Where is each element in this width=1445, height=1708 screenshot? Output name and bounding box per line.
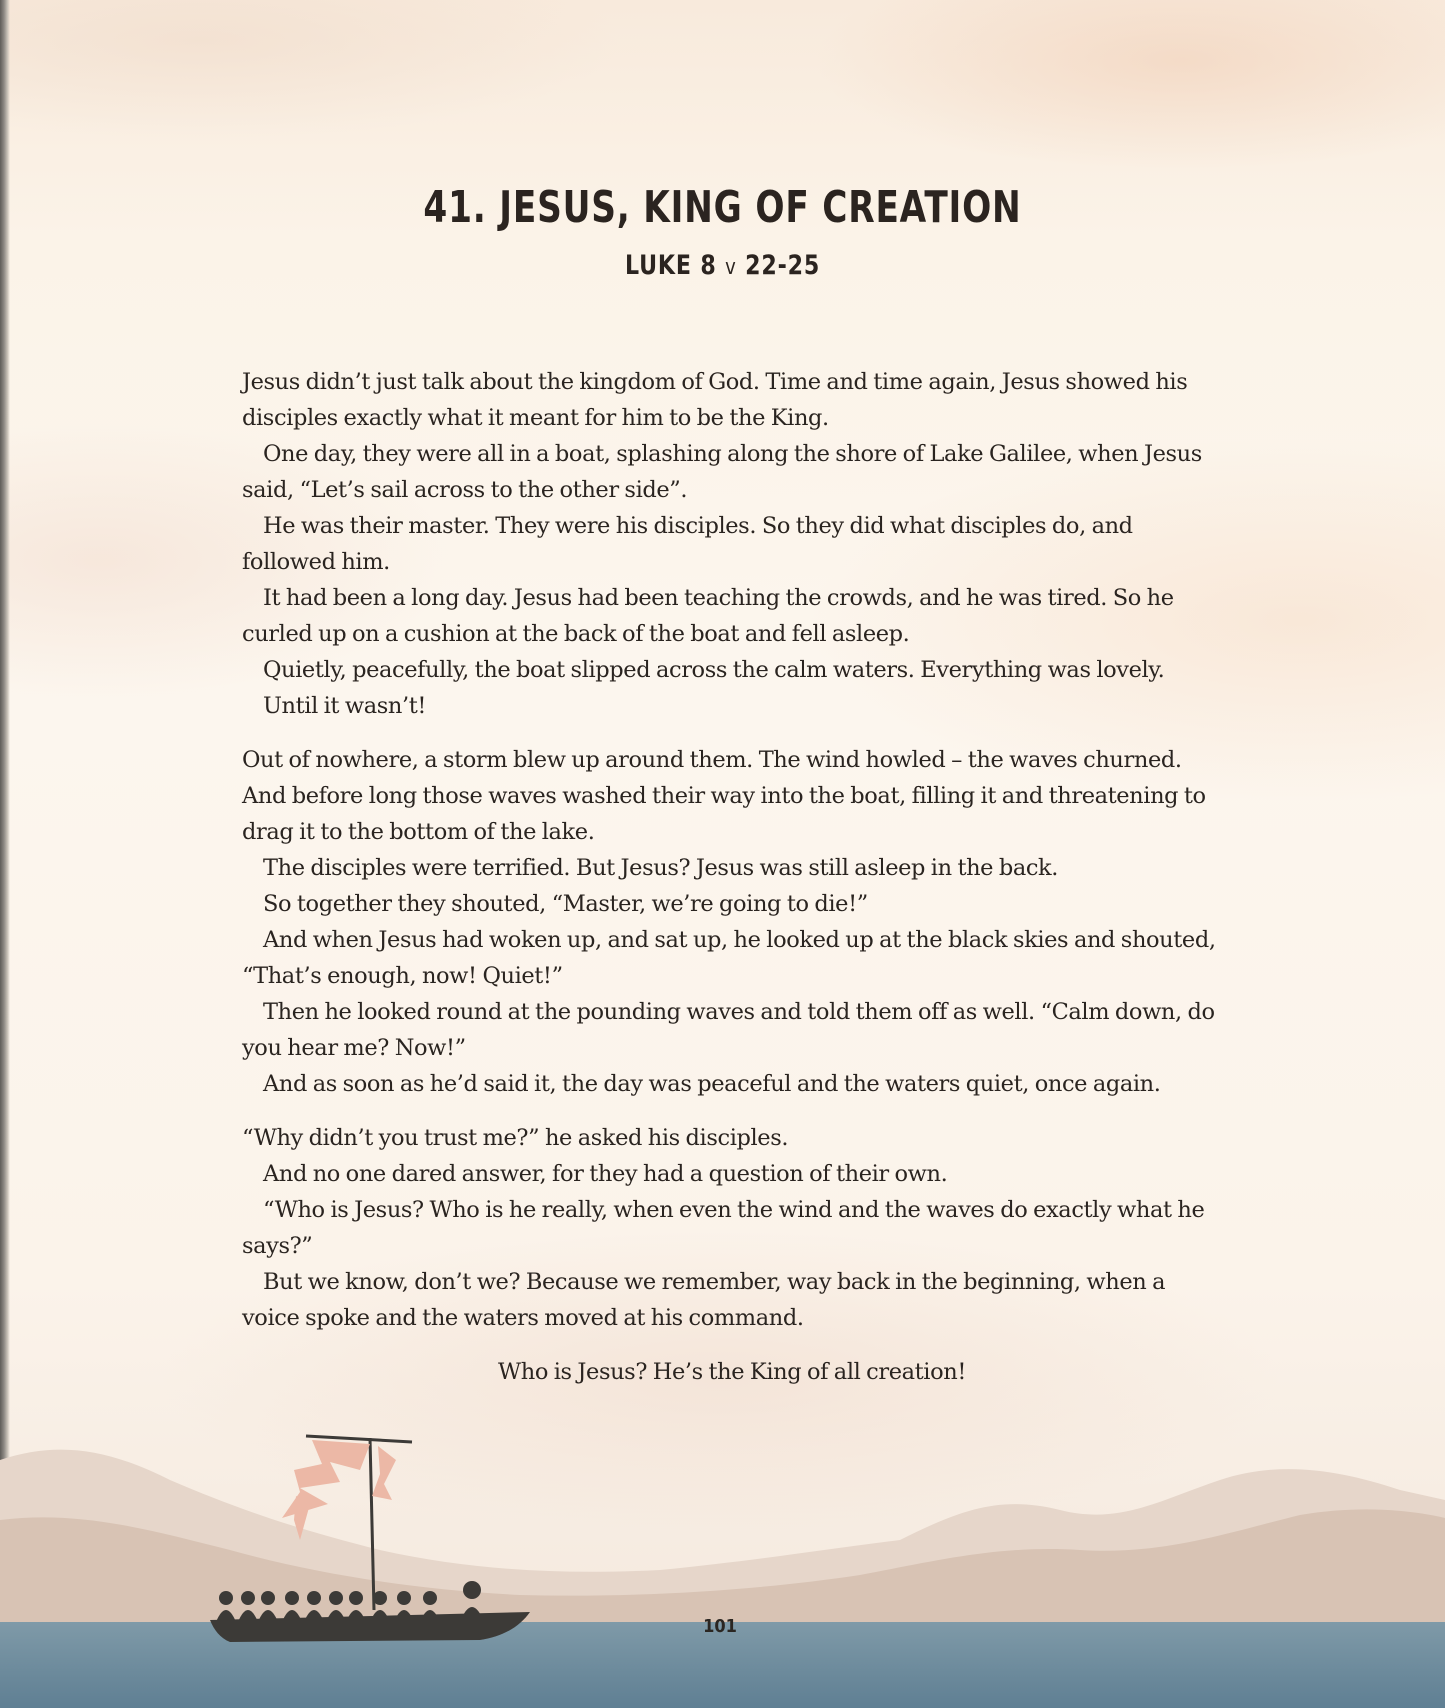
boat-on-lake-illustration	[0, 1400, 1445, 1708]
story-paragraph: Quietly, peacefully, the boat slipped across the calm waters. Everything was lovely.	[263, 657, 1165, 683]
disciple-figure-head	[423, 1591, 437, 1605]
reference-verse-marker: v	[725, 255, 737, 280]
page-number: 101	[703, 1616, 737, 1637]
story-section	[242, 1120, 1222, 1336]
reference-verses: 22-25	[745, 250, 821, 281]
story-paragraph: One day, they were all in a boat, splashing along the shore of Lake Galilee, when Jesus said, “Let’s sail across to the other side”.	[242, 441, 1202, 503]
story-paragraph: Then he looked round at the pounding waves and told them off as well. “Calm down, do you hear me? Now!”	[242, 999, 1215, 1061]
disciple-figure-head	[307, 1591, 321, 1605]
reference-book: LUKE 8	[624, 250, 717, 281]
story-text	[242, 364, 1222, 1390]
story-paragraph: Out of nowhere, a storm blew up around them. The wind howled – the waves churned. And before long those waves washed their way into the boat, filling it and threatening to drag it to the bottom of the lake.	[242, 747, 1206, 845]
story-paragraph: He was their master. They were his disciples. So they did what disciples do, and followed him.	[242, 513, 1133, 575]
disciple-figure-head	[261, 1591, 275, 1605]
disciple-figure-head	[463, 1581, 481, 1599]
story-paragraph: It had been a long day. Jesus had been teaching the crowds, and he was tired. So he curled up on a cushion at the back of the boat and fell asleep.	[242, 585, 1174, 647]
story-paragraph: But we know, don’t we? Because we remember, way back in the beginning, when a voice spoke and the waters moved at his command.	[242, 1269, 1166, 1331]
story-section	[242, 364, 1222, 724]
chapter-header	[0, 178, 1445, 288]
disciple-figure-head	[397, 1591, 411, 1605]
chapter-title: 41. JESUS, KING OF CREATION	[423, 182, 1022, 233]
story-paragraph: “Who is Jesus? Who is he really, when even the wind and the waves do exactly what he says?”	[242, 1197, 1205, 1259]
bible-reference	[130, 246, 1315, 288]
story-paragraph: And as soon as he’d said it, the day was peaceful and the waters quiet, once again.	[263, 1071, 1161, 1097]
story-paragraph: And when Jesus had woken up, and sat up, he looked up at the black skies and shouted, “That’s enough, now! Quiet!”	[242, 927, 1216, 989]
story-paragraph: Until it wasn’t!	[263, 693, 426, 719]
disciple-figure-head	[219, 1591, 233, 1605]
disciple-figure-head	[241, 1591, 255, 1605]
story-paragraph: And no one dared answer, for they had a question of their own.	[263, 1161, 948, 1187]
disciple-figure-head	[329, 1591, 343, 1605]
story-paragraph: The disciples were terrified. But Jesus? Jesus was still asleep in the back.	[263, 855, 1059, 881]
story-paragraph: “Why didn’t you trust me?” he asked his disciples.	[242, 1125, 789, 1151]
torn-sail-strip	[372, 1446, 396, 1500]
disciple-figure-head	[349, 1591, 363, 1605]
story-paragraph: Jesus didn’t just talk about the kingdom of God. Time and time again, Jesus showed his disciples exactly what it meant for him to be the King.	[242, 369, 1188, 431]
closing-line: Who is Jesus? He’s the King of all creation!	[498, 1359, 966, 1385]
disciple-figure-head	[373, 1591, 387, 1605]
story-section	[242, 742, 1222, 1102]
story-paragraph: So together they shouted, “Master, we’re going to die!”	[263, 891, 868, 917]
disciple-figure-head	[285, 1591, 299, 1605]
